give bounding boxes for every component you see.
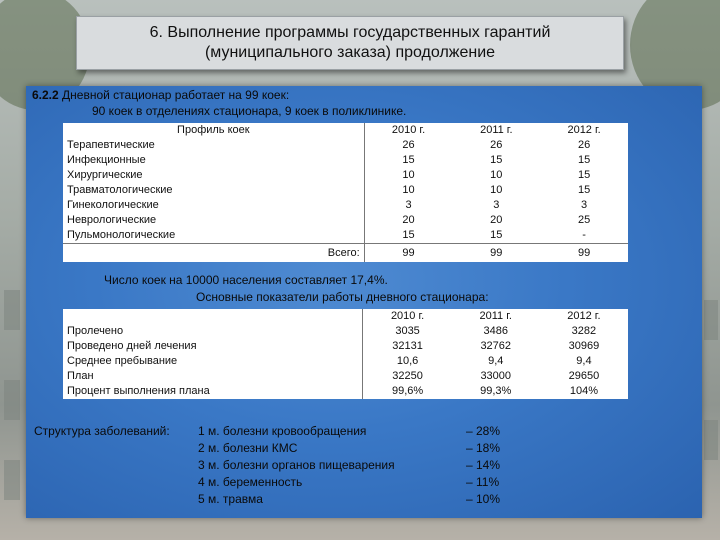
row-label: Неврологические: [63, 213, 364, 228]
title-line-2: (муниципального заказа) продолжение: [204, 44, 496, 61]
cell-2011: 10: [490, 169, 503, 181]
cell-2010: 15: [402, 229, 415, 241]
cell-2010: 10: [402, 169, 415, 181]
total-2012: 99: [540, 244, 628, 263]
cell-2010: 32250: [392, 370, 423, 382]
cell-2012: 3282: [571, 325, 597, 337]
cell-2012: 26: [577, 139, 591, 151]
cell-2010: 10,6: [396, 355, 419, 367]
indicators-caption: Основные показатели работы дневного стационара:: [196, 290, 489, 304]
cell-2011: 32762: [480, 340, 512, 352]
cell-2010: 10: [402, 184, 415, 196]
cell-2012: 3: [581, 199, 588, 211]
disease-name: 5 м. травма: [198, 492, 263, 506]
section-line-1: Дневной стационар работает на 99 коек:: [58, 88, 290, 102]
total-2011: 99: [452, 244, 540, 263]
disease-pct: – 11%: [466, 475, 500, 489]
disease-name: 4 м. беременность: [198, 475, 303, 489]
cell-2012: 29650: [568, 370, 600, 382]
row-label: Инфекционные: [63, 153, 364, 168]
table-row: [63, 369, 628, 384]
indicators-header-2010: 2010 г.: [390, 310, 425, 322]
cell-2011: 3486: [483, 325, 508, 337]
indicators-table: [63, 309, 628, 399]
table-row: [63, 339, 628, 354]
table-row: [63, 198, 628, 213]
table-row: [63, 384, 628, 399]
beds-header-2010: 2010 г.: [391, 124, 426, 136]
total-2010: 99: [364, 244, 452, 263]
cell-2010: 20: [402, 214, 415, 226]
cell-2010: 3: [405, 199, 412, 211]
cell-2011: 9,4: [488, 355, 504, 367]
disease-name: 3 м. болезни органов пищеварения: [198, 458, 395, 472]
row-label: Терапевтические: [63, 138, 364, 153]
table-row: [63, 228, 628, 244]
disease-name: 2 м. болезни КМС: [198, 441, 298, 455]
section-heading: [32, 88, 289, 102]
cell-2012: -: [582, 229, 586, 241]
table-row: [63, 168, 628, 183]
cell-2010: 26: [402, 139, 415, 151]
disease-pct: – 10%: [466, 492, 501, 506]
disease-pct: – 14%: [466, 458, 501, 472]
cell-2011: 26: [490, 139, 503, 151]
cell-2011: 15: [490, 154, 503, 166]
row-label: План: [63, 369, 363, 384]
beds-header-2012: 2012 г.: [567, 124, 601, 136]
cell-2010: 99,6%: [391, 385, 424, 397]
cell-2012: 104%: [569, 385, 598, 397]
disease-pct: – 18%: [466, 441, 501, 455]
table-row: [63, 354, 628, 369]
disease-pct: – 28%: [466, 424, 501, 438]
row-label: Пролечено: [63, 324, 363, 339]
cell-2010: 32131: [392, 340, 423, 352]
row-label: Травматологические: [63, 183, 364, 198]
section-number: 6.2.2: [32, 88, 59, 102]
indicators-header-2012: 2012 г.: [567, 310, 601, 322]
cell-2011: 33000: [480, 370, 512, 382]
cell-2011: 3: [493, 199, 500, 211]
beds-header-profile: Профиль коек: [63, 123, 364, 138]
cell-2012: 15: [577, 184, 591, 196]
row-label: Проведено дней лечения: [63, 339, 363, 354]
cell-2011: 99,3%: [480, 385, 512, 397]
disease-name: 1 м. болезни кровообращения: [198, 424, 367, 438]
title-line-1: 6. Выполнение программы государственных гарантий: [149, 24, 551, 41]
indicators-header-2011: 2011 г.: [479, 310, 512, 322]
beds-per-population: Число коек на 10000 населения составляет 17,4%.: [104, 273, 388, 287]
beds-total-row: [63, 244, 628, 263]
beds-header-row: [63, 123, 628, 138]
cell-2011: 15: [490, 229, 503, 241]
row-label: Гинекологические: [63, 198, 364, 213]
beds-header-2011: 2011 г.: [480, 124, 513, 136]
cell-2012: 15: [577, 169, 591, 181]
section-line-2: 90 коек в отделениях стационара, 9 коек в поликлинике.: [92, 104, 407, 118]
cell-2011: 20: [490, 214, 503, 226]
table-row: [63, 183, 628, 198]
cell-2012: 9,4: [576, 355, 592, 367]
slide-title: [76, 16, 624, 70]
row-label: Пульмонологические: [63, 228, 364, 244]
beds-table: [63, 123, 628, 262]
cell-2010: 3035: [395, 325, 420, 337]
indicators-header-row: [63, 309, 628, 324]
cell-2010: 15: [402, 154, 415, 166]
total-label: Всего:: [63, 244, 364, 263]
row-label: Хирургические: [63, 168, 364, 183]
cell-2012: 15: [577, 154, 591, 166]
row-label: Процент выполнения плана: [63, 384, 363, 399]
table-row: [63, 153, 628, 168]
row-label: Среднее пребывание: [63, 354, 363, 369]
table-row: [63, 138, 628, 153]
indicators-header-empty: [63, 309, 363, 324]
cell-2012: 30969: [568, 340, 600, 352]
diseases-label: Структура заболеваний:: [34, 424, 170, 438]
table-row: [63, 324, 628, 339]
cell-2011: 10: [490, 184, 503, 196]
cell-2012: 25: [577, 214, 591, 226]
table-row: [63, 213, 628, 228]
